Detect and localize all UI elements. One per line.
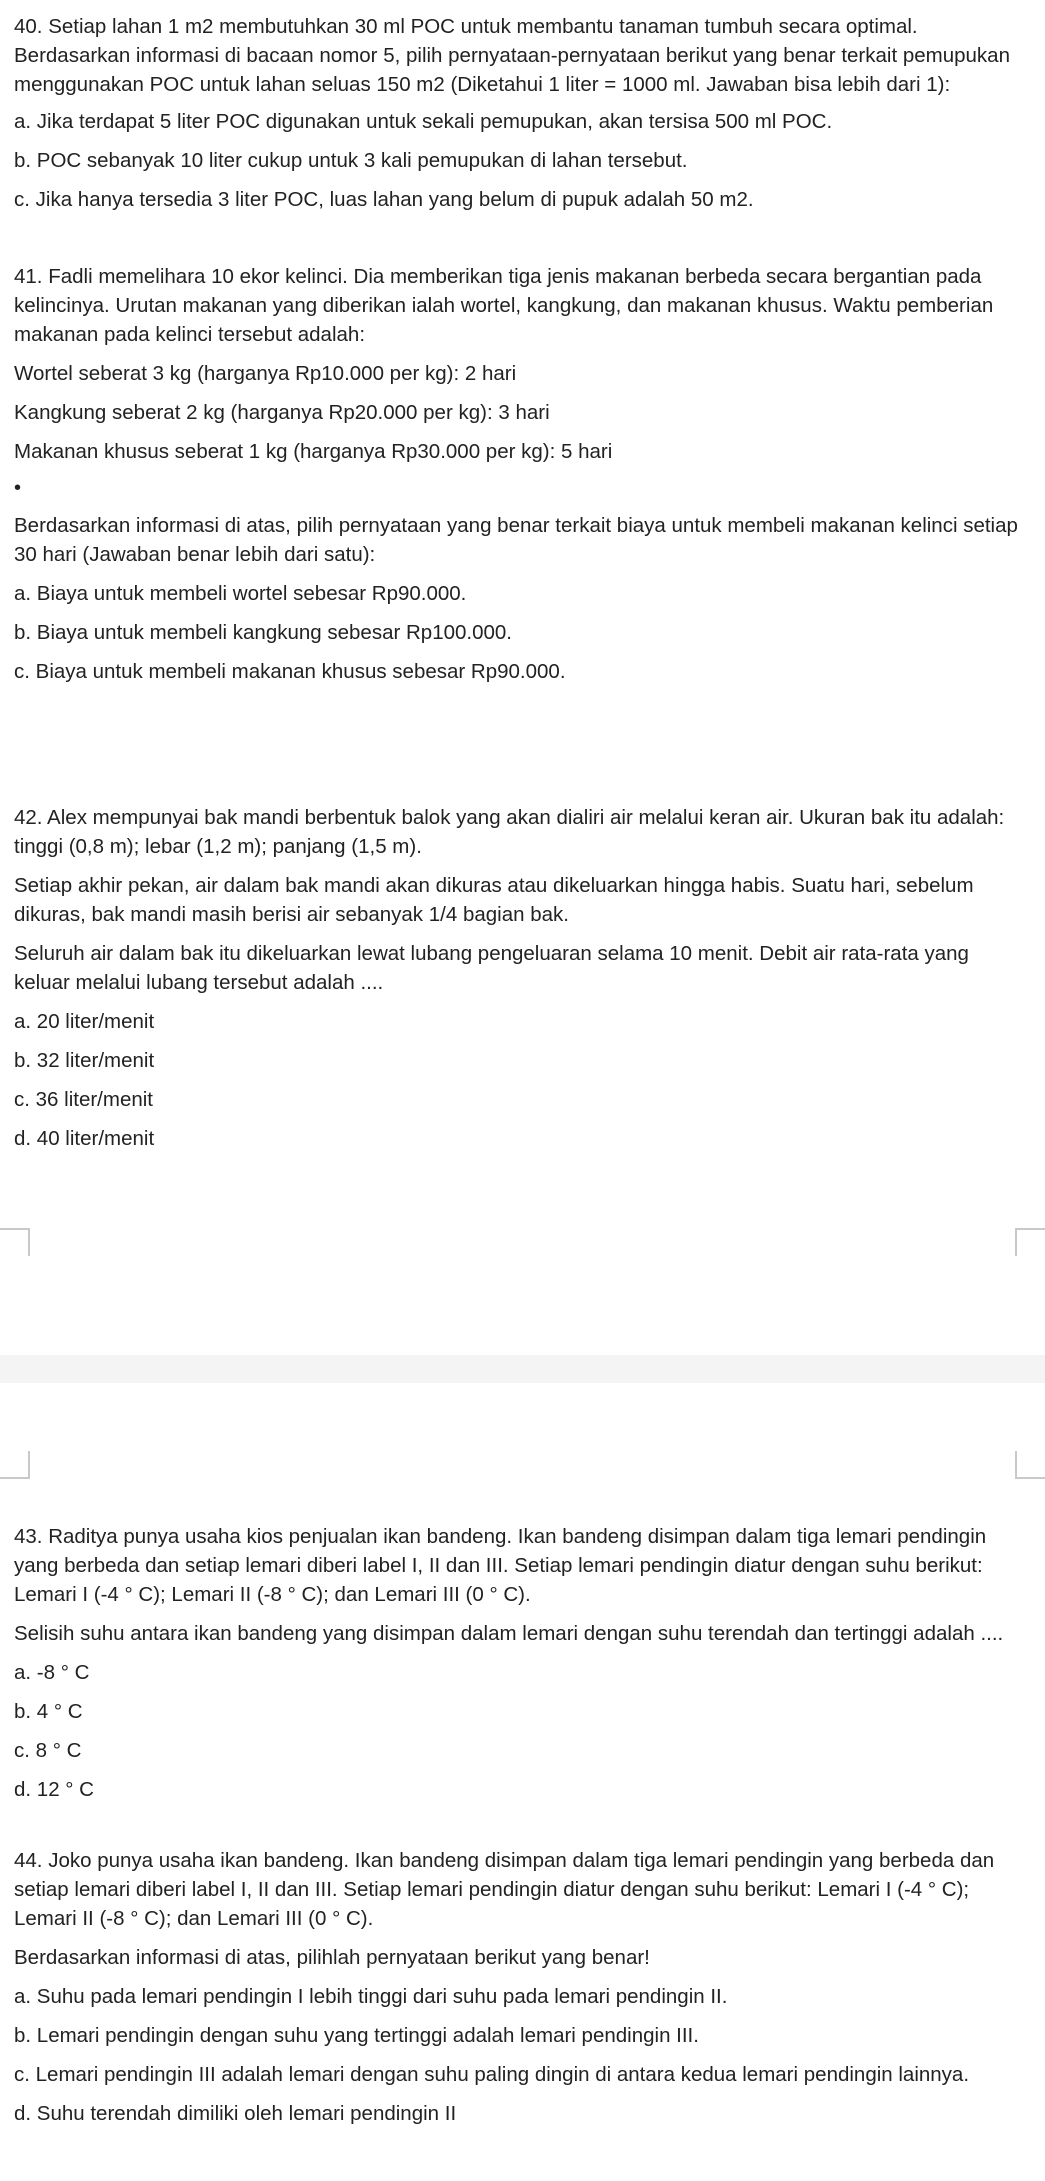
q43-option-d: d. 12 ° C bbox=[14, 1778, 94, 1801]
q40-stem: 40. Setiap lahan 1 m2 membutuhkan 30 ml POC untuk membantu tanaman tumbuh secara optimal. Berdasarkan informasi di bacaan nomor 5, pilih pernyataan-pernyataan berikut yang benar terkait pemupukan menggunakan POC untuk lahan seluas 150 m2 (Diketahui 1 liter = 1000 ml. Jawaban bisa lebih dari 1): bbox=[14, 15, 1010, 96]
q42-option-d: d. 40 liter/menit bbox=[14, 1127, 155, 1150]
q42-paragraph-1: Setiap akhir pekan, air dalam bak mandi akan dikuras atau dikeluarkan hingga habis. Suatu hari, sebelum dikuras, bak mandi masih berisi air sebanyak 1/4 bagian bak. bbox=[14, 874, 974, 926]
q42-option-a: a. 20 liter/menit bbox=[14, 1010, 155, 1033]
q40-option-b: b. POC sebanyak 10 liter cukup untuk 3 kali pemupukan di lahan tersebut. bbox=[14, 149, 688, 172]
q42-paragraph-2: Seluruh air dalam bak itu dikeluarkan lewat lubang pengeluaran selama 10 menit. Debit air rata-rata yang keluar melalui lubang tersebut adalah .... bbox=[14, 942, 969, 994]
crop-mark-top-left bbox=[0, 1228, 30, 1256]
q43-prompt: Selisih suhu antara ikan bandeng yang disimpan dalam lemari dengan suhu terendah dan tertinggi adalah .... bbox=[14, 1622, 1004, 1645]
crop-mark-bottom-left bbox=[0, 1451, 30, 1479]
q41-food-khusus: Makanan khusus seberat 1 kg (harganya Rp30.000 per kg): 5 hari bbox=[14, 440, 613, 463]
q41-stem: 41. Fadli memelihara 10 ekor kelinci. Dia memberikan tiga jenis makanan berbeda secara bergantian pada kelincinya. Urutan makanan yang diberikan ialah wortel, kangkung, dan makanan khusus. Waktu pemberian makanan pada kelinci tersebut adalah: bbox=[14, 265, 994, 346]
q44-option-c: c. Lemari pendingin III adalah lemari dengan suhu paling dingin di antara kedua lemari pendingin lainnya. bbox=[14, 2063, 970, 2086]
q41-option-b: b. Biaya untuk membeli kangkung sebesar Rp100.000. bbox=[14, 621, 513, 644]
q41-option-c: c. Biaya untuk membeli makanan khusus sebesar Rp90.000. bbox=[14, 660, 566, 683]
bullet-point: • bbox=[14, 477, 22, 499]
q43-option-c: c. 8 ° C bbox=[14, 1739, 82, 1762]
page-2 bbox=[0, 1383, 1045, 2181]
q41-option-a: a. Biaya untuk membeli wortel sebesar Rp90.000. bbox=[14, 582, 467, 605]
q44-option-a: a. Suhu pada lemari pendingin I lebih tinggi dari suhu pada lemari pendingin II. bbox=[14, 1985, 728, 2008]
q43-option-a: a. -8 ° C bbox=[14, 1661, 90, 1684]
q41-food-wortel: Wortel seberat 3 kg (harganya Rp10.000 per kg): 2 hari bbox=[14, 362, 517, 385]
q43-option-b: b. 4 ° C bbox=[14, 1700, 83, 1723]
q44-option-d: d. Suhu terendah dimiliki oleh lemari pendingin II bbox=[14, 2102, 457, 2125]
page-separator bbox=[0, 1355, 1045, 1383]
q42-option-c: c. 36 liter/menit bbox=[14, 1088, 153, 1111]
q40-option-a: a. Jika terdapat 5 liter POC digunakan untuk sekali pemupukan, akan tersisa 500 ml POC. bbox=[14, 110, 833, 133]
q44-stem: 44. Joko punya usaha ikan bandeng. Ikan bandeng disimpan dalam tiga lemari pendingin yang berbeda dan setiap lemari diberi label I, II dan III. Setiap lemari pendingin diatur dengan suhu berikut: Lemari I (-4 ° C); Lemari II (-8 ° C); dan Lemari III (0 ° C). bbox=[14, 1849, 995, 1930]
crop-mark-top-right bbox=[1015, 1228, 1045, 1256]
q42-stem: 42. Alex mempunyai bak mandi berbentuk balok yang akan dialiri air melalui keran air. Ukuran bak itu adalah: tinggi (0,8 m); lebar (1,2 m); panjang (1,5 m). bbox=[14, 806, 1005, 858]
q41-food-kangkung: Kangkung seberat 2 kg (harganya Rp20.000 per kg): 3 hari bbox=[14, 401, 550, 424]
q44-option-b: b. Lemari pendingin dengan suhu yang tertinggi adalah lemari pendingin III. bbox=[14, 2024, 699, 2047]
q42-option-b: b. 32 liter/menit bbox=[14, 1049, 155, 1072]
q44-prompt: Berdasarkan informasi di atas, pilihlah pernyataan berikut yang benar! bbox=[14, 1946, 650, 1969]
q40-option-c: c. Jika hanya tersedia 3 liter POC, luas lahan yang belum di pupuk adalah 50 m2. bbox=[14, 188, 754, 211]
crop-mark-bottom-right bbox=[1015, 1451, 1045, 1479]
q41-prompt: Berdasarkan informasi di atas, pilih pernyataan yang benar terkait biaya untuk membeli makanan kelinci setiap 30 hari (Jawaban benar lebih dari satu): bbox=[14, 514, 1018, 566]
q43-stem: 43. Raditya punya usaha kios penjualan ikan bandeng. Ikan bandeng disimpan dalam tiga lemari pendingin yang berbeda dan setiap lemari diberi label I, II dan III. Setiap lemari pendingin diatur dengan suhu berikut: Lemari I (-4 ° C); Lemari II (-8 ° C); dan Lemari III (0 ° C). bbox=[14, 1525, 987, 1606]
